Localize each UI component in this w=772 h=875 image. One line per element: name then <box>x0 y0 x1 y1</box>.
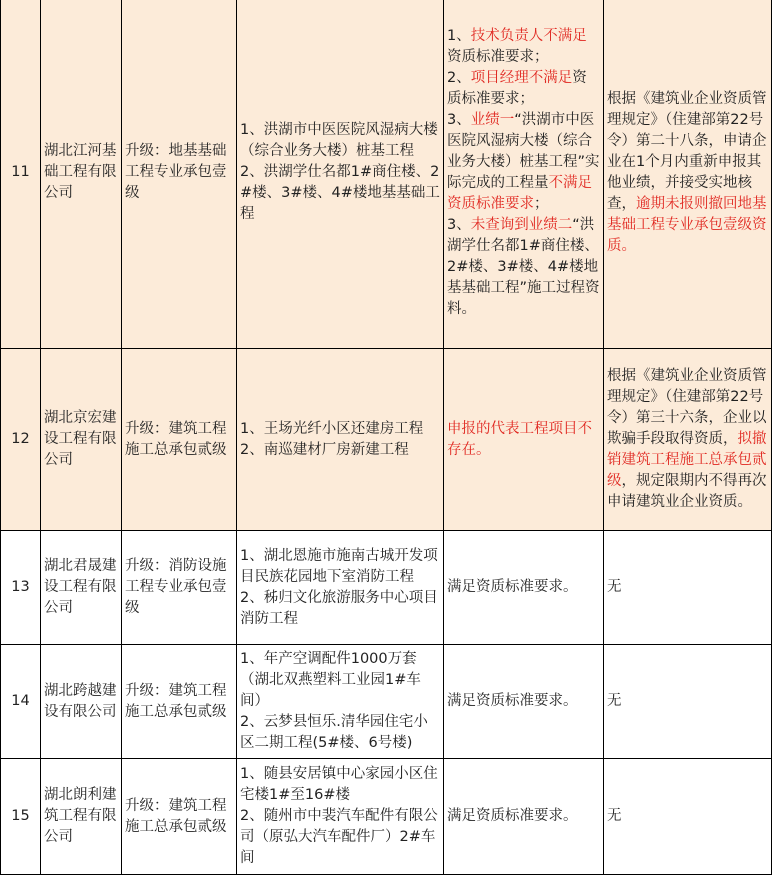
result-text: 申报的代表工程项目不存在。 <box>447 420 592 458</box>
review-result <box>444 0 604 349</box>
company-name: 湖北朗利建筑工程有限公司 <box>41 759 122 875</box>
result-text: 未查询到业绩二 <box>470 216 573 233</box>
result-text: 满足资质标准要求。 <box>447 693 578 709</box>
result-text: 项目经理不满足 <box>470 69 573 86</box>
row-number: 15 <box>1 759 41 875</box>
result-text: 满足资质标准要求。 <box>447 579 578 595</box>
result-text: “洪湖学仕名都1#商住楼、2#楼、3#楼、4#楼地基基础工程”施工过程资料。 <box>447 216 600 317</box>
result-text: 技术负责人不满足 <box>470 27 587 44</box>
result-text: 2、 <box>447 69 471 86</box>
qualification-level: 升级：地基基础工程专业承包壹级 <box>122 0 237 349</box>
review-opinion <box>604 531 772 645</box>
qualification-level: 升级：建筑工程施工总承包贰级 <box>122 349 237 531</box>
qualification-level: 升级：建筑工程施工总承包贰级 <box>122 759 237 875</box>
review-result <box>444 349 604 531</box>
result-text: 业绩一 <box>470 111 515 128</box>
project-item: 1、随县安居镇中心家园小区住宅楼1#至16#楼 <box>240 766 438 803</box>
result-text: 3、 <box>447 111 471 128</box>
project-list <box>237 645 444 759</box>
result-text: ； <box>534 195 549 212</box>
project-item: 2、随州市中裴汽车配件有限公司（原弘大汽车配件厂）2#车间 <box>240 808 438 866</box>
qualification-level: 升级：建筑工程施工总承包贰级 <box>122 645 237 759</box>
project-item: 1、洪湖市中医医院风湿病大楼（综合业务大楼）桩基工程 <box>240 122 438 159</box>
result-text: 资质标准要求； <box>447 48 549 65</box>
result-text: 1、 <box>447 27 471 44</box>
result-text: 不满足资质标准要求 <box>447 174 592 212</box>
review-result <box>444 645 604 759</box>
opinion-text: ，规定限期内不得再次申请建筑业企业资质。 <box>607 473 767 510</box>
table-row <box>1 0 772 349</box>
company-name: 湖北京宏建设工程有限公司 <box>41 349 122 531</box>
review-opinion <box>604 0 772 349</box>
project-list <box>237 0 444 349</box>
project-item: 2、云梦县恒乐.清华园住宅小区二期工程(5#楼、6号楼) <box>240 714 428 751</box>
project-item: 2、洪湖学仕名都1#商住楼、2#楼、3#楼、4#楼地基基础工程 <box>240 164 440 222</box>
table-row <box>1 645 772 759</box>
result-text: 资质标准要求； <box>447 69 587 107</box>
table-row <box>1 759 772 875</box>
qualification-level: 升级：消防设施工程专业承包壹级 <box>122 531 237 645</box>
result-text: 满足资质标准要求。 <box>447 808 578 824</box>
project-item: 1、湖北恩施市施南古城开发项目民族花园地下室消防工程 <box>240 547 438 585</box>
opinion-text: 拟撤销建筑工程施工总承包贰级 <box>607 431 767 489</box>
company-name: 湖北江河基础工程有限公司 <box>41 0 122 349</box>
project-list <box>237 349 444 531</box>
review-opinion <box>604 759 772 875</box>
company-name: 湖北君晟建设工程有限公司 <box>41 531 122 645</box>
result-text: “洪湖市中医医院风湿病大楼（综合业务大楼）桩基工程”实际完成的工程量 <box>447 111 600 191</box>
project-list <box>237 531 444 645</box>
project-item: 2、秭归文化旅游服务中心项目消防工程 <box>240 589 438 627</box>
table-body <box>1 0 772 875</box>
project-item: 2、南巡建材厂房新建工程 <box>240 441 409 458</box>
row-number: 14 <box>1 645 41 759</box>
opinion-text: 无 <box>607 693 622 709</box>
row-number: 11 <box>1 0 41 349</box>
review-opinion <box>604 349 772 531</box>
opinion-text: 无 <box>607 579 622 595</box>
project-item: 1、王场光纤小区还建房工程 <box>240 420 424 437</box>
opinion-text: 根据《建筑业企业资质管理规定》（住建部第22号令）第三十六条，企业以欺骗手段取得资质， <box>607 368 767 447</box>
row-number: 12 <box>1 349 41 531</box>
company-name: 湖北跨越建设有限公司 <box>41 645 122 759</box>
table-row <box>1 349 772 531</box>
result-text: 3、 <box>447 216 471 233</box>
opinion-text: 逾期未报则撤回地基基础工程专业承包壹级资质。 <box>607 195 767 254</box>
project-list <box>237 759 444 875</box>
project-item: 1、年产空调配件1000万套（湖北双燕塑料工业园1#车间） <box>240 651 421 709</box>
row-number: 13 <box>1 531 41 645</box>
review-result <box>444 531 604 645</box>
review-opinion <box>604 645 772 759</box>
opinion-text: 无 <box>607 808 622 824</box>
opinion-text: 根据《建筑业企业资质管理规定》（住建部第22号令）第二十八条，申请企业在1个月内重新申报其他业绩，并接受实地核查， <box>607 90 767 212</box>
table-row <box>1 531 772 645</box>
review-result <box>444 759 604 875</box>
